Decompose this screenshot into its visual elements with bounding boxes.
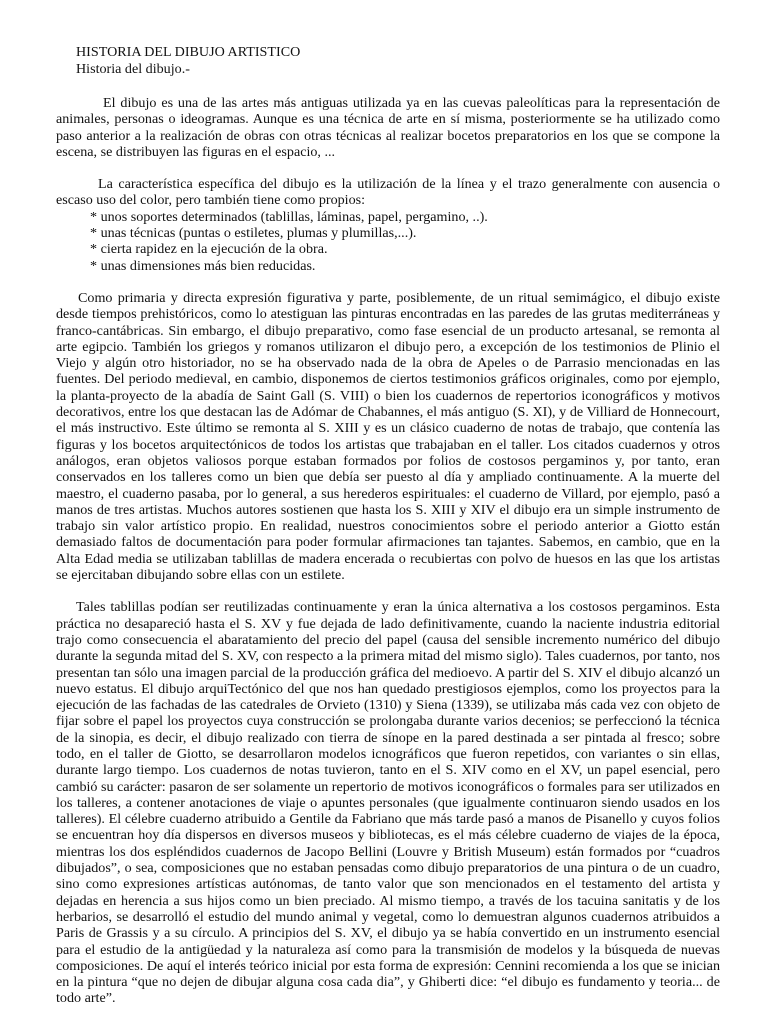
- paragraph-characteristics: La característica específica del dibujo es la utilización de la línea y el trazo generalmente con ausencia o escaso uso del color, pero también tiene como propios:: [56, 176, 720, 209]
- list-item: * unas técnicas (puntas o estiletes, plumas y plumillas,...).: [90, 225, 417, 242]
- document-subtitle: Historia del dibujo.-: [76, 61, 190, 77]
- paragraph-intro: El dibujo es una de las artes más antiguas utilizada ya en las cuevas paleolíticas para la representación de animales, personas o ideogramas. Aunque es una técnica de arte en sí misma, posteriormente se ha utilizado como paso anterior a la realización de obras con otras técnicas al realizar bocetos preparatorios en los que se compone la escena, se distribuyen las figuras en el espacio, ...: [56, 95, 720, 160]
- characteristics-list: [56, 209, 720, 274]
- paragraph-history: Como primaria y directa expresión figurativa y parte, posiblemente, de un ritual semimágico, el dibujo existe desde tiempos prehistóricos, como lo atestiguan las pinturas encontradas en las paredes de las grutas mediterráneas y franco-cantábricas. Sin embargo, el dibujo preparativo, como fase esencial de un producto artesanal, se remonta al arte egipcio. También los griegos y romanos utilizaron el dibujo pero, a excepción de los testimonios de Plinio el Viejo y algún otro historiador, no se ha observado nada de la obra de Apeles o de Parrasio mencionadas en las fuentes. Del periodo medieval, en cambio, disponemos de ciertos testimonios gráficos originales, como por ejemplo, la planta-proyecto de la abadía de Saint Gall (S. VIII) o bien los cuadernos de repertorios iconográficos y motivos decorativos, entre los que destacan las de Adómar de Chabannes, el más antiguo (S. XI), y de Villiard de Honnecourt, el más instructivo. Este último se remonta al S. XIII y es un clásico cuaderno de notas de trabajo, que contenía las figuras y los bocetos arquitectónicos de todos los artistas que trabajaban en el taller. Los citados cuadernos y otros análogos, eran objetos valiosos porque estaban formados por folios de costosos pergaminos y, por tanto, eran conservados en los talleres como un bien que debía ser puesto al día y ampliado continuamente. A la muerte del maestro, el cuaderno pasaba, por lo general, a sus herederos espirituales: el cuaderno de Villard, por ejemplo, pasó a manos de tres artistas. Muchos autores sostienen que hasta los S. XIII y XIV el dibujo era un simple instrumento de trabajo sin valor artístico propio. En realidad, nuestros conocimientos sobre el periodo anterior a Giotto están demasiado faltos de documentación para poder formular afirmaciones tan tajantes. Sabemos, en cambio, que en la Alta Edad media se utilizaban tablillas de madera encerada o recubiertas con polvo de huesos en las que los artistas se ejercitaban dibujando sobre ellas con un estilete.: [56, 289, 720, 584]
- paragraph-tablets: Tales tablillas podían ser reutilizadas continuamente y eran la única alternativa a los costosos pergaminos. Esta práctica no desapareció hasta el S. XV y fue dejada de lado definitivamente, cuando la naciente industria editorial trajo como consecuencia el abaratamiento del precio del papel (causa del sensible incremento numérico del dibujo durante la segunda mitad del S. XV, con respecto a la primera mitad del mismo siglo). Tales cuadernos, por tanto, nos presentan tan sólo una imagen parcial de la producción gráfica del medioevo. A partir del S. XIV el dibujo alcanzó un nuevo estatus. El dibujo arquiTectónico del que nos han quedado prestigiosos ejemplos, como los proyectos para la ejecución de las fachadas de las catedrales de Orvieto (1310) y Siena (1339), se utilizaba más cada vez con objeto de fijar sobre el papel los proyectos cuya construcción se prolongaba durante varios decenios; se perfeccionó la técnica de la sinopia, es decir, el dibujo realizado con tierra de sínope en la pared destinada a ser pintada al fresco; sobre todo, en el taller de Giotto, se desarrollaron modelos icnográficos que fueron repetidos, con variantes o sin ellas, durante largo tiempo. Los cuadernos de notas tuvieron, tanto en el S. XIV como en el XV, un papel esencial, pero cambió su carácter: pasaron de ser solamente un repertorio de motivos iconográficos o formales para ser utilizados en los talleres, a contener anotaciones de viaje o apuntes personales (que igualmente continuaron siendo usados en los talleres). El célebre cuaderno atribuido a Gentile da Fabriano que más tarde pasó a manos de Pisanello y cuyos folios se encuentran hoy día dispersos en diversos museos y bibliotecas, es el más célebre cuaderno de viajes de la época, mientras los dos espléndidos cuadernos de Jacopo Bellini (Louvre y British Museum) están formados por “cuadros dibujados”, o sea, composiciones que no estaban pensadas como dibujo preparatorios de una pintura o de un cuadro, sino como expresiones artísticas autónomas, de tanto valor que son mencionados en el testamento del artista y dejadas en herencia a sus hijos como un bien preciado. Al mismo tiempo, a través de los tacuina sanitatis y de los herbarios, se desarrolló el estudio del mundo animal y vegetal, como lo demuestran algunos cuadernos atribuidos a Paris de Grassis y a su círculo. A principios del S. XV, el dibujo ya se había convertido en un instrumento esencial para el estudio de la antigüedad y la naturaleza así como para la transmisión de modelos y la búsqueda de nuevas composiciones. De aquí el interés teórico inicial por esta forma de expresión: Cennini recomienda a los que se inician en la pintura “que no dejen de dibujar alguna cosa cada dia”, y Ghiberti dice: “el dibujo es fundamento y teoria... de todo arte”.: [56, 599, 720, 1007]
- list-item: * unos soportes determinados (tablillas, láminas, papel, pergamino, ..).: [90, 208, 488, 225]
- document-title: HISTORIA DEL DIBUJO ARTISTICO: [76, 44, 301, 60]
- document-page: [56, 44, 720, 1007]
- list-item: * unas dimensiones más bien reducidas.: [90, 257, 316, 274]
- list-item: * cierta rapidez en la ejecución de la obra.: [90, 241, 328, 258]
